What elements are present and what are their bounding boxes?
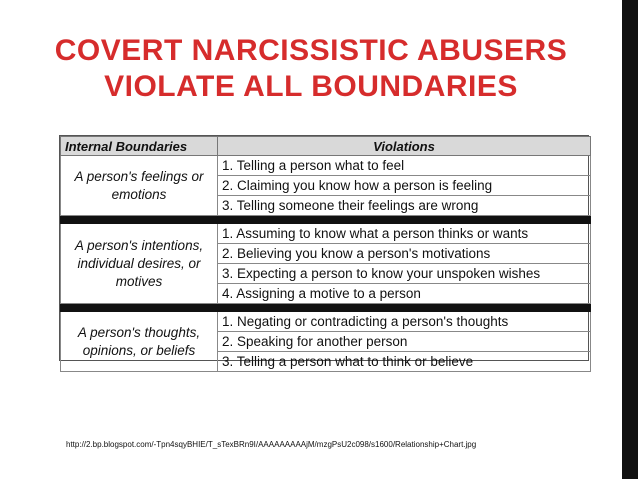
violation-cell: 3. Telling someone their feelings are wrong <box>218 196 591 216</box>
violation-cell: 1. Negating or contradicting a person's thoughts <box>218 312 591 332</box>
title-line-1: COVERT NARCISSISTIC ABUSERS <box>54 34 568 67</box>
violation-cell: 3. Expecting a person to know your unspoken wishes <box>218 264 591 284</box>
right-edge-bar <box>622 0 638 479</box>
table-row <box>61 224 591 244</box>
violation-cell: 1. Assuming to know what a person thinks or wants <box>218 224 591 244</box>
boundary-cell-thoughts: A person's thoughts, opinions, or beliefs <box>61 312 218 372</box>
table-row <box>61 312 591 332</box>
violation-cell: 2. Speaking for another person <box>218 332 591 352</box>
header-internal-boundaries: Internal Boundaries <box>61 137 218 156</box>
violation-cell: 2. Believing you know a person's motivations <box>218 244 591 264</box>
boundary-cell-feelings: A person's feelings or emotions <box>61 156 218 216</box>
violation-cell: 3. Telling a person what to think or believe <box>218 352 591 372</box>
title-line-2: VIOLATE ALL BOUNDARIES <box>104 70 518 103</box>
boundaries-table <box>60 136 591 372</box>
group-separator <box>61 216 591 224</box>
slide-title <box>0 33 622 105</box>
source-url: http://2.bp.blogspot.com/-Tpn4sqyBHIE/T_sTexBRn9I/AAAAAAAAAjM/mzgPsU2c098/s1600/Relationship+Chart.jpg <box>66 440 477 449</box>
boundaries-table-image <box>59 135 589 369</box>
header-violations: Violations <box>218 137 591 156</box>
table-header-row <box>61 137 591 156</box>
group-separator <box>61 304 591 312</box>
violation-cell: 2. Claiming you know how a person is feeling <box>218 176 591 196</box>
violation-cell: 1. Telling a person what to feel <box>218 156 591 176</box>
boundary-cell-intentions: A person's intentions, individual desires, or motives <box>61 224 218 304</box>
table-row <box>61 156 591 176</box>
violation-cell: 4. Assigning a motive to a person <box>218 284 591 304</box>
